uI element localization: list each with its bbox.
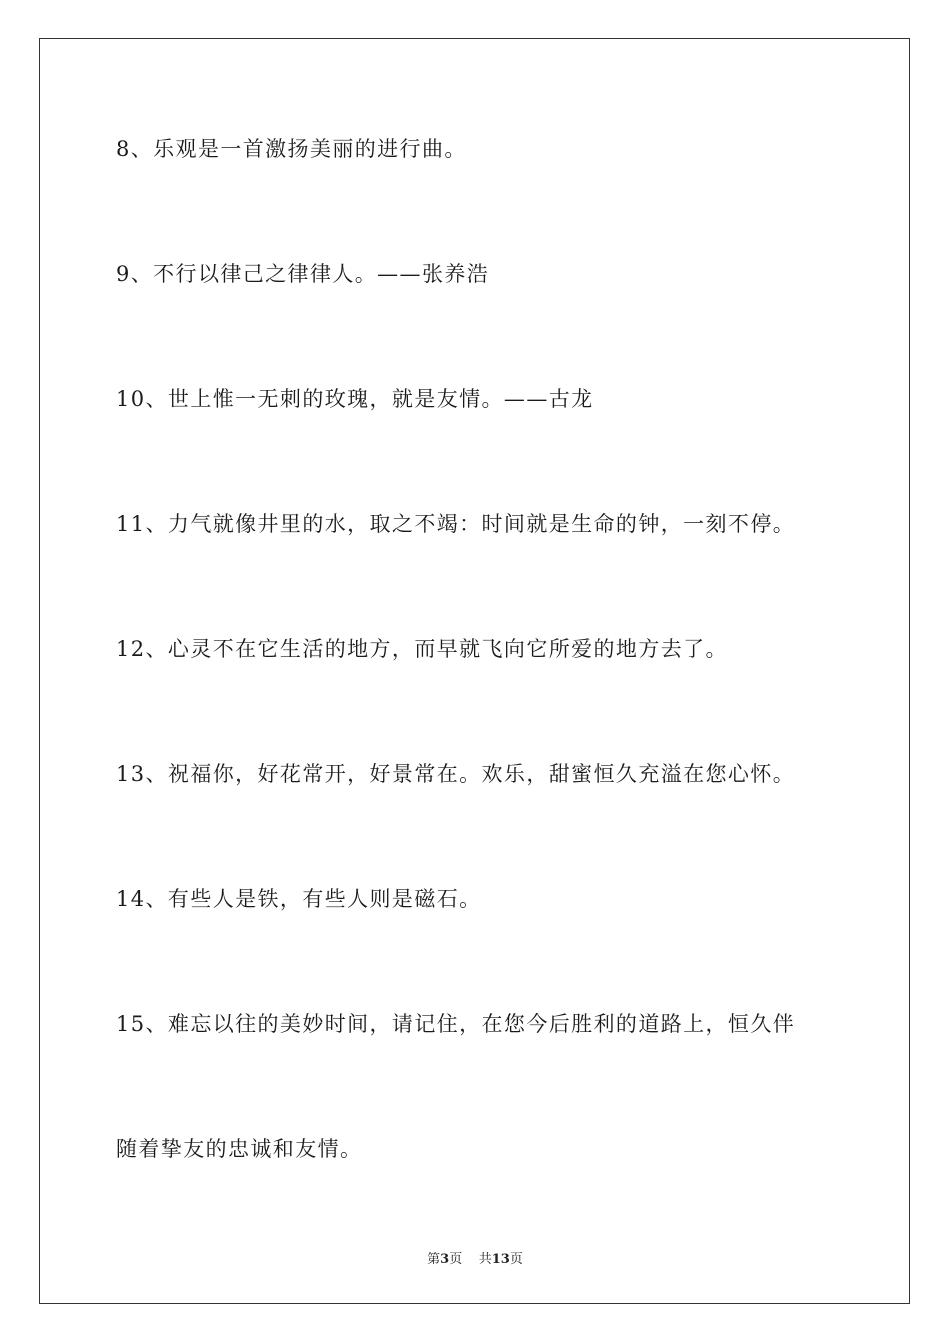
page-footer	[0, 1248, 950, 1267]
page-suffix: 页	[449, 1252, 463, 1267]
quote-line-8: 8、乐观是一首激扬美丽的进行曲。	[116, 137, 467, 161]
quote-line-13: 13、祝福你，好花常开，好景常在。欢乐，甜蜜恒久充溢在您心怀。	[116, 762, 796, 786]
quote-line-15-continued: 随着挚友的忠诚和友情。	[116, 1137, 363, 1161]
quote-line-11: 11、力气就像井里的水，取之不竭：时间就是生命的钟，一刻不停。	[116, 512, 796, 536]
quote-line-14: 14、有些人是铁，有些人则是磁石。	[116, 887, 482, 911]
page-prefix: 第	[427, 1252, 441, 1267]
total-prefix: 共	[478, 1252, 492, 1267]
quote-line-12: 12、心灵不在它生活的地方，而早就飞向它所爱的地方去了。	[116, 637, 728, 661]
quote-line-9: 9、不行以律己之律律人。——张养浩	[116, 262, 490, 286]
quote-line-15: 15、难忘以往的美妙时间，请记住，在您今后胜利的道路上，恒久伴	[116, 1012, 796, 1036]
page-border	[39, 38, 910, 1304]
quote-line-10: 10、世上惟一无刺的玫瑰，就是友情。——古龙	[116, 387, 594, 411]
total-suffix: 页	[509, 1252, 523, 1267]
total-pages: 13	[491, 1252, 510, 1267]
page-number: 3	[440, 1252, 450, 1267]
